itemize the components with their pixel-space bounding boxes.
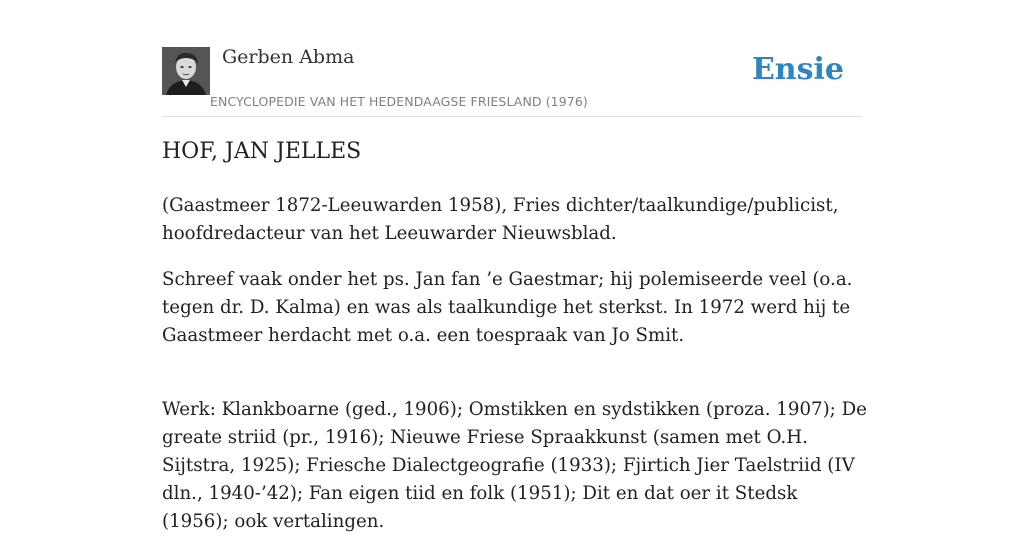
article-header — [162, 44, 862, 117]
ensie-logo[interactable]: Ensie — [751, 52, 844, 87]
paragraph-biography: Schreef vaak onder het ps. Jan fan ’e Gaestmar; hij polemiseerde veel (o.a. tegen dr. D. Kalma) en was als taalkundige het sterkst. In 1972 werd hij te Gaastmeer herdacht met o.a. een toespraak van Jo Smit. — [162, 269, 853, 346]
paragraph-intro: (Gaastmeer 1872-Leeuwarden 1958), Fries dichter/taalkundige/publicist, hoofdredacteur van het Leeuwarder Nieuwsblad. — [162, 195, 839, 244]
paragraph-works: Werk: Klankboarne (ged., 1906); Omstikken en sydstikken (proza. 1907); De greate striid (pr., 1916); Nieuwe Friese Spraakkunst (samen met O.H. Sijtstra, 1925); Friesche Dialectgeografie (1933); Fjirtich Jier Taelstriid (IV dln., 1940-’42); Fan eigen tiid en folk (1951); Dit en dat oer it Stedsk (1956); ook vertalingen. — [162, 399, 867, 532]
source-label[interactable]: ENCYCLOPEDIE VAN HET HEDENDAAGSE FRIESLAND (1976) — [210, 94, 588, 109]
article-body — [162, 192, 867, 554]
article-title: HOF, JAN JELLES — [162, 139, 362, 164]
author-avatar[interactable] — [162, 47, 210, 95]
author-name[interactable]: Gerben Abma — [222, 46, 355, 68]
portrait-icon — [162, 47, 210, 95]
